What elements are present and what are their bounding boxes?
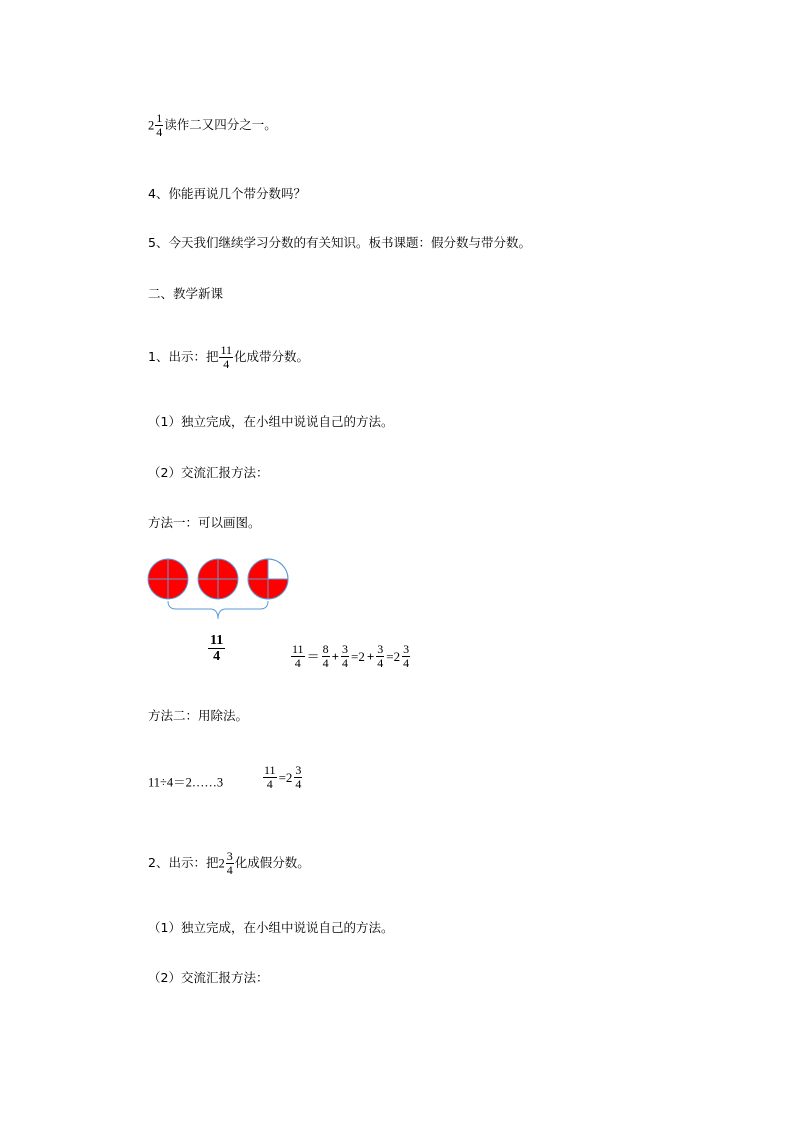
reading-text: 读作二又四分之一。	[164, 117, 277, 132]
method-1: 方法一：可以画图。	[148, 515, 261, 530]
numerator: 11	[210, 633, 224, 648]
whole-part: 2	[218, 856, 225, 871]
fraction	[322, 643, 330, 670]
denominator: 4	[322, 656, 329, 670]
item-1-suffix: 化成带分数。	[234, 349, 310, 364]
numerator: 3	[403, 642, 410, 656]
equation-1	[290, 643, 411, 670]
item-1-step-1: （1）独立完成，在小组中说说自己的方法。	[148, 414, 394, 429]
numerator: 3	[377, 642, 384, 656]
whole-part: 2	[148, 118, 155, 133]
brace	[168, 601, 268, 619]
equals-two: =2	[386, 648, 401, 664]
section-title: 二、教学新课	[148, 286, 224, 301]
denominator: 4	[403, 656, 410, 670]
denominator: 4	[156, 125, 163, 139]
division-result	[262, 764, 303, 791]
numerator: 8	[322, 642, 329, 656]
numerator: 11	[220, 343, 233, 357]
plus-sign: +	[366, 648, 375, 664]
numerator: 3	[342, 642, 348, 656]
question-4: 4、你能再说几个带分数吗？	[148, 186, 306, 201]
item-1-step-2: （2）交流汇报方法：	[148, 465, 269, 480]
fraction	[263, 764, 277, 791]
item-2-step-2: （2）交流汇报方法：	[148, 970, 269, 985]
denominator: 4	[208, 648, 225, 664]
fraction	[376, 643, 384, 670]
division-expression	[148, 774, 223, 791]
fraction	[294, 764, 302, 791]
item-2-prefix: 2、出示：把	[148, 855, 219, 870]
numerator: 1	[156, 111, 163, 125]
division-text: 11÷4＝2……3	[148, 775, 224, 790]
denominator: 4	[263, 777, 277, 791]
item-2	[148, 850, 310, 877]
equals-two: =2	[278, 769, 293, 785]
fraction	[341, 643, 349, 670]
circle-1	[148, 559, 188, 599]
item-2-suffix: 化成假分数。	[234, 855, 310, 870]
fraction	[226, 850, 234, 877]
equals-sign: ＝	[306, 648, 320, 664]
denominator: 4	[291, 656, 305, 670]
numerator: 11	[292, 642, 304, 656]
circle-3-three-quarters	[248, 559, 288, 599]
numerator: 3	[295, 763, 302, 777]
plus-sign: +	[331, 648, 339, 664]
item-1-prefix: 1、出示：把	[148, 349, 219, 364]
fraction	[402, 643, 410, 670]
diagram-fraction-label	[208, 633, 225, 664]
denominator: 4	[219, 357, 233, 371]
numerator: 3	[226, 849, 233, 863]
question-5: 5、今天我们继续学习分数的有关知识。板书课题：假分数与带分数。	[148, 235, 531, 250]
denominator: 4	[342, 656, 348, 670]
item-2-step-1: （1）独立完成，在小组中说说自己的方法。	[148, 920, 394, 935]
fraction	[291, 643, 305, 670]
denominator: 4	[226, 863, 233, 877]
equals-two: =2	[351, 648, 365, 664]
denominator: 4	[295, 777, 302, 791]
numerator: 11	[264, 763, 276, 777]
denominator: 4	[377, 656, 384, 670]
circle-2	[198, 559, 238, 599]
method-2: 方法二：用除法。	[148, 708, 249, 723]
